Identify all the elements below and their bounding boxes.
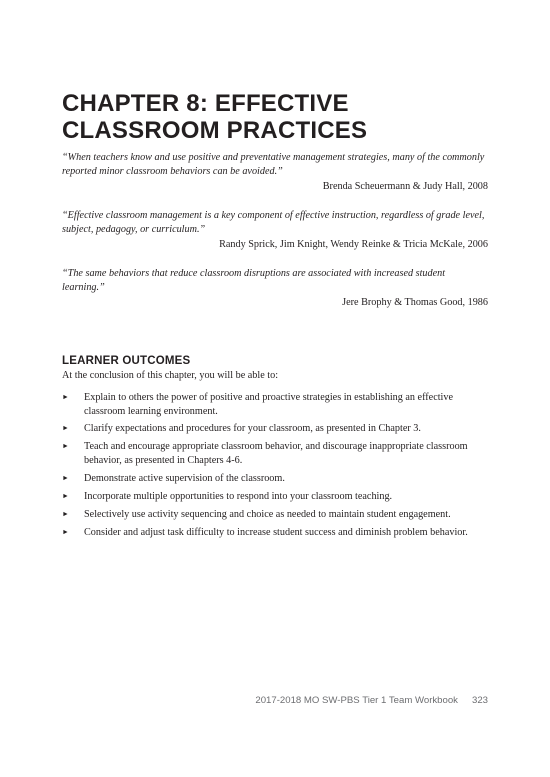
chapter-title	[62, 90, 502, 144]
learner-outcomes-section	[62, 354, 492, 543]
list-item	[62, 490, 492, 504]
learner-outcomes-heading: LEARNER OUTCOMES	[62, 355, 191, 367]
bullet-arrow-icon: ►	[62, 473, 69, 482]
list-item-text: Clarify expectations and procedures for your classroom, as presented in Chapter 3.	[84, 423, 421, 435]
quote-1	[62, 151, 488, 194]
quote-attribution: Jere Brophy & Thomas Good, 1986	[342, 296, 488, 308]
quote-text: “The same behaviors that reduce classroom disruptions are associated with increased student learning.”	[62, 268, 446, 294]
bullet-arrow-icon: ►	[62, 442, 69, 451]
list-item	[62, 422, 492, 436]
list-item	[62, 440, 492, 467]
quote-3	[62, 267, 488, 310]
bullet-arrow-icon: ►	[62, 393, 69, 401]
quote-attribution: Brenda Scheuermann & Judy Hall, 2008	[322, 180, 488, 192]
quote-2	[62, 209, 488, 252]
chapter-title-line-2: CLASSROOM PRACTICES	[62, 117, 368, 144]
list-item	[62, 391, 492, 418]
page-number: 323	[471, 695, 488, 706]
bullet-arrow-icon: ►	[62, 509, 69, 518]
quote-text: “When teachers know and use positive and preventative management strategies, many of the commonly reported minor classroom behaviors can be avoided.”	[62, 152, 485, 178]
list-item-text: Incorporate multiple opportunities to respond into your classroom teaching.	[84, 490, 393, 502]
list-item-text: Teach and encourage appropriate classroom behavior, and discourage inappropriate classroom behavior, as presented in Chapters 4-6.	[84, 441, 468, 466]
bullet-arrow-icon: ►	[62, 491, 69, 500]
list-item	[62, 472, 492, 486]
quote-attribution: Randy Sprick, Jim Knight, Wendy Reinke & Tricia McKale, 2006	[219, 238, 488, 250]
list-item-text: Demonstrate active supervision of the classroom.	[84, 472, 285, 484]
chapter-title-line-1: CHAPTER 8: EFFECTIVE	[62, 90, 349, 117]
workbook-title: 2017-2018 MO SW-PBS Tier 1 Team Workbook	[255, 695, 458, 706]
list-item-text: Consider and adjust task difficulty to increase student success and diminish problem behavior.	[84, 526, 468, 538]
bullet-arrow-icon: ►	[62, 424, 69, 433]
page-footer	[255, 695, 488, 706]
list-item-text: Selectively use activity sequencing and choice as needed to maintain student engagement.	[84, 508, 451, 520]
learner-outcomes-list	[62, 391, 492, 539]
learner-outcomes-intro: At the conclusion of this chapter, you will be able to:	[62, 370, 279, 381]
list-item	[62, 526, 492, 540]
bullet-arrow-icon: ►	[62, 527, 69, 536]
quote-text: “Effective classroom management is a key component of effective instruction, regardless of grade level, subject, pedagogy, or curriculum.”	[62, 210, 485, 236]
list-item-text: Explain to others the power of positive and proactive strategies in establishing an effective classroom learning environment.	[84, 392, 453, 417]
list-item	[62, 508, 492, 522]
